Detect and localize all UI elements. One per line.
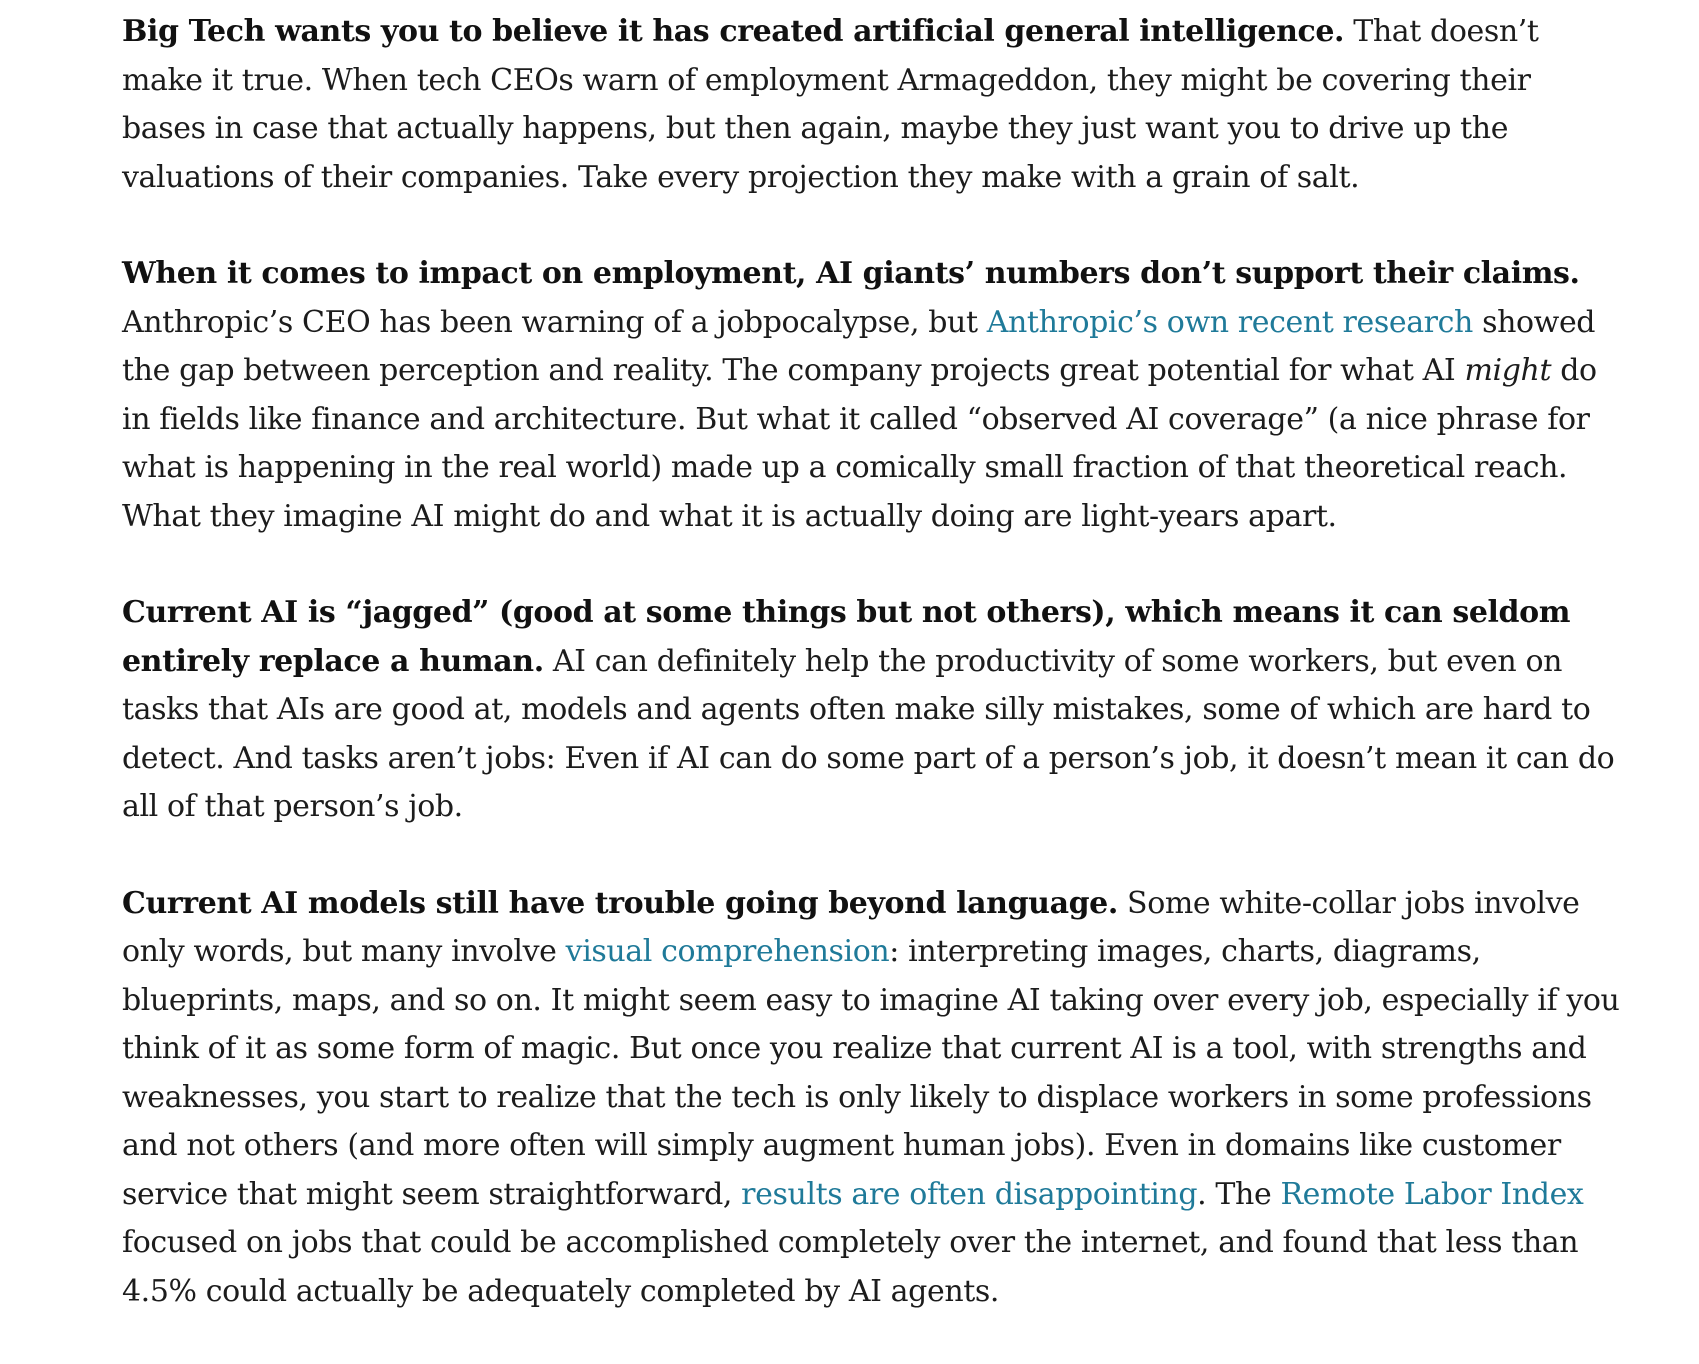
paragraph-text: Some white-collar jobs involve only words, but many involve <box>122 885 1580 969</box>
paragraph-jagged-ai <box>122 589 1622 832</box>
link-visual-comprehension[interactable]: visual comprehension <box>565 934 890 969</box>
paragraph-text: focused on jobs that could be accomplished completely over the internet, and found that less than 4.5% could actually be adequately completed by AI agents. <box>122 1225 1579 1309</box>
paragraph-lead: Big Tech wants you to believe it has created artificial general intelligence. <box>122 14 1345 49</box>
paragraph-employment-impact <box>122 250 1622 541</box>
link-results-disappointing[interactable]: results are often disappointing <box>741 1176 1198 1212</box>
paragraph-agi-claims <box>122 8 1622 202</box>
paragraph-text: showed the gap between perception and reality. The company projects great potential for what AI <box>122 304 1596 388</box>
paragraph-text: That doesn’t make it true. When tech CEOs warn of employment Armageddon, they might be covering their bases in case that actually happens, but then again, maybe they just want you to drive up the valuations of their companies. Take every projection they make with a grain of salt. <box>122 14 1539 195</box>
link-anthropic-research[interactable]: Anthropic’s own recent research <box>986 304 1473 340</box>
paragraph-beyond-language <box>122 880 1622 1317</box>
paragraph-text: . The <box>1197 1176 1281 1212</box>
paragraph-lead: Current AI models still have trouble going beyond language. <box>122 885 1118 921</box>
paragraph-text: AI can definitely help the productivity of some workers, but even on tasks that AIs are good at, models and agents often make silly mistakes, some of which are hard to detect. And tasks aren’t jobs: Even if AI can do some part of a person’s job, it doesn’t mean it can do all of that person’s job. <box>122 643 1615 824</box>
paragraph-lead: Current AI is “jagged” (good at some things but not others), which means it can seldom entirely replace a human. <box>122 595 1571 679</box>
paragraph-lead: When it comes to impact on employment, AI giants’ numbers don’t support their claims. <box>122 256 1580 291</box>
paragraph-text: do in fields like finance and architecture. But what it called “observed AI coverage” (a nice phrase for what is happening in the real world) made up a comically small fraction of that theoretical reach. What they imagine AI might do and what it is actually doing are light-years apart. <box>122 353 1597 534</box>
article-body <box>122 8 1622 1364</box>
paragraph-text: Anthropic’s CEO has been warning of a jobpocalypse, but <box>122 304 987 340</box>
emphasis-might: might <box>1464 353 1552 388</box>
paragraph-text: : interpreting images, charts, diagrams, blueprints, maps, and so on. It might seem easy to imagine AI taking over every job, especially if you think of it as some form of magic. But once you realize that current AI is a tool, with strengths and weaknesses, you start to realize that the tech is only likely to displace workers in some professions and not others (and more often will simply augment human jobs). Even in domains like customer service that might seem straightforward, <box>122 934 1620 1212</box>
link-remote-labor-index[interactable]: Remote Labor Index <box>1280 1176 1584 1212</box>
